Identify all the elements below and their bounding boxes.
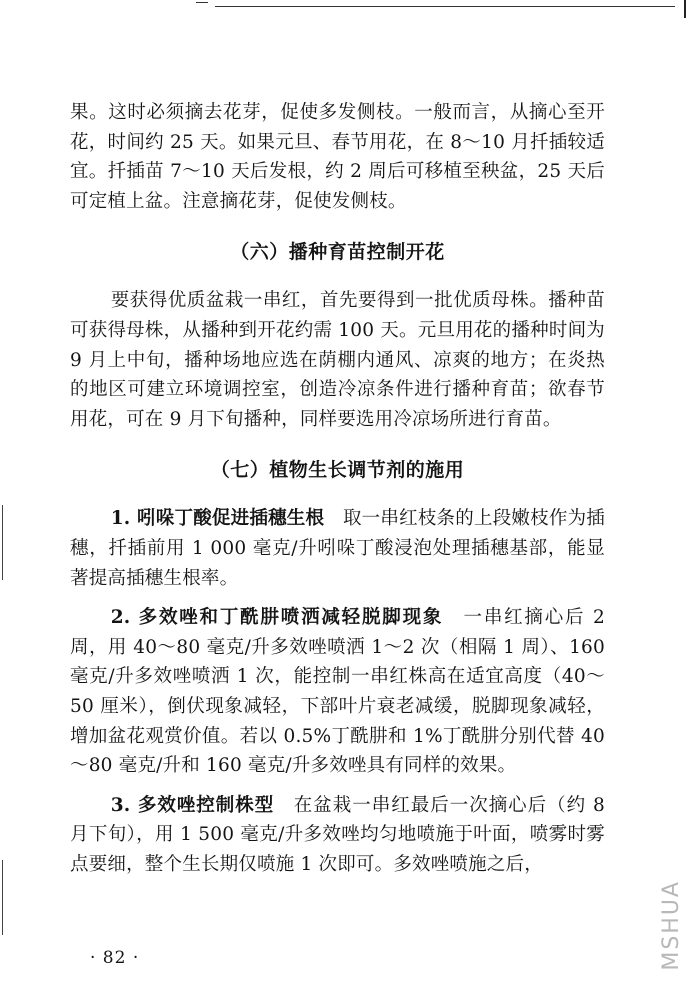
item-body-2: 一串红摘心后 2 周，用 40～80 毫克/升多效唑喷洒 1～2 次（相隔 1 周）、160 毫克/升多效唑喷洒 1 次，能控制一串红株高在适宜高度（40～50 厘米），倒伏现象减轻，下部叶片衰老减缓，脱脚现象减轻，增加盆花观赏价值。若以 0.5%丁酰肼和 1%丁酰肼分别代替 40～80 毫克/升和 160 毫克/升多效唑具有同样的效果。 — [70, 607, 605, 777]
scan-edge-mark — [2, 505, 3, 580]
section-6-paragraph: 要获得优质盆栽一串红，首先要得到一批优质母株。播种苗可获得母株，从播种到开花约需 100 天。元旦用花的播种时间为 9 月上中旬，播种场地应选在荫棚内通风、凉爽的地方；在炎热的地区可建立环境调控室，创造冷凉条件进行播种育苗；欲春节用花，可在 9 月下旬播种，同样要选用冷凉场所进行育苗。 — [70, 290, 605, 430]
item-body-1: 取一串红枝条的上段嫩枝作为插穗，扦插前用 1 000 毫克/升吲哚丁酸浸泡处理插穗基部，能显著提高插穗生根率。 — [70, 508, 605, 589]
continued-paragraph: 果。这时必须摘去花芽，促使多发侧枝。一般而言，从摘心至开花，时间约 25 天。如果元旦、春节用花，在 8～10 月扦插较适宜。扦插苗 7～10 天后发根，约 2 周后可移植至秧盆，25 天后可定植上盆。注意摘花芽，促使发侧枝。 — [70, 102, 605, 212]
list-item-1 — [70, 504, 605, 593]
section-heading-7: （七）植物生长调节剂的施用 — [210, 459, 465, 482]
item-title-2: 2. 多效唑和丁酰肼喷洒减轻脱脚现象 — [110, 607, 444, 629]
list-item-3 — [70, 791, 605, 880]
page-edge-mark — [684, 0, 686, 18]
list-item-2 — [70, 603, 605, 781]
header-rule — [215, 6, 675, 7]
item-title-1: 1. 吲哚丁酸促进插穗生根 — [110, 508, 325, 530]
item-body-3: 在盆栽一串红最后一次摘心后（约 8 月下旬），用 1 500 毫克/升多效唑均匀地喷施于叶面，喷雾时雾点要细，整个生长期仅喷施 1 次即可。多效唑喷施之后， — [70, 794, 605, 875]
item-title-3: 3. 多效唑控制株型 — [110, 794, 275, 816]
scan-edge-mark-lower — [2, 860, 3, 935]
header-tick — [196, 2, 208, 3]
watermark: MSHUA — [659, 880, 684, 971]
page-number: · 82 · — [90, 948, 140, 968]
page-body — [70, 98, 605, 879]
section-heading-6: （六）播种育苗控制开花 — [230, 241, 445, 264]
